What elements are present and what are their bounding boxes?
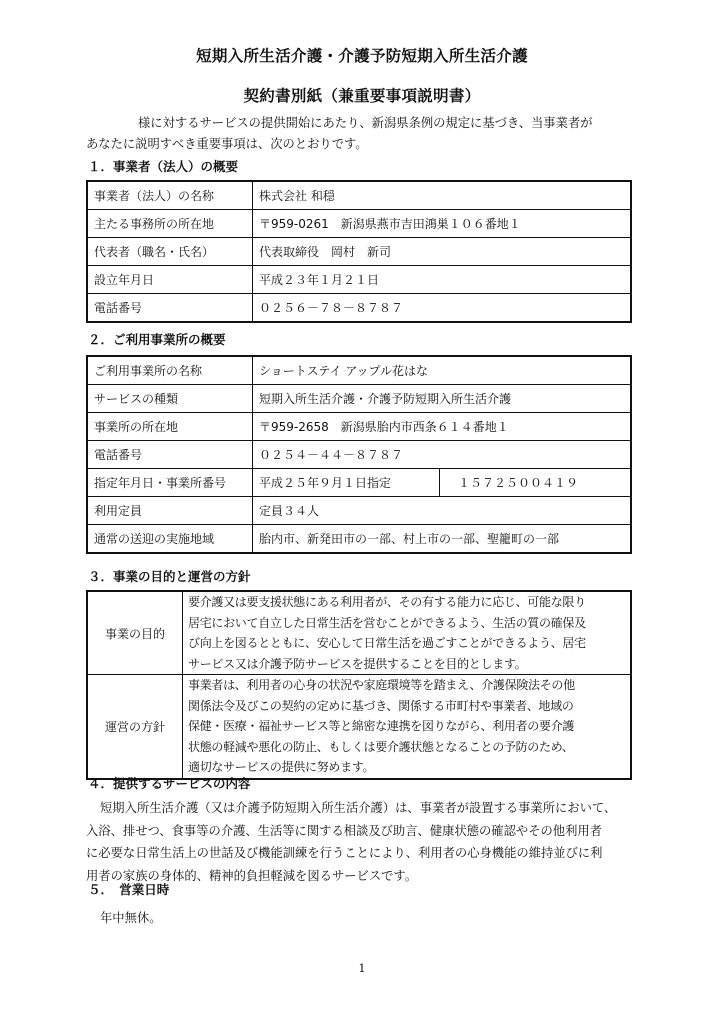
row-value: ショートステイ アップル花はな [253, 356, 632, 385]
intro-line: あなたに説明すべき重要事項は、次のとおりです。 [86, 137, 368, 151]
row-value: 代表取締役 岡村 新司 [253, 238, 632, 266]
facility-overview-table [86, 355, 632, 554]
table-row [87, 591, 631, 675]
text-line: 要介護又は要支援状態にある利用者が、その有する能力に応じ、可能な限り [188, 595, 586, 609]
table-row [87, 294, 631, 323]
section5-heading: ５． 営業日時 [88, 882, 170, 897]
row-label: 主たる事務所の所在地 [87, 210, 253, 238]
intro-paragraph [86, 113, 642, 155]
row-label: 通常の送迎の実施地域 [87, 525, 253, 554]
row-label: 指定年月日・事業所番号 [87, 469, 253, 497]
row-label: ご利用事業所の名称 [87, 356, 253, 385]
purpose-label: 事業の目的 [87, 591, 183, 675]
row-value: ０２５４－４４－８７８７ [253, 441, 632, 469]
section2-heading: ２．ご利用事業所の概要 [88, 332, 226, 347]
policy-text [183, 675, 632, 779]
table-row [87, 675, 631, 779]
table-row [87, 497, 631, 525]
row-value: ０２５６－７８－８７８７ [253, 294, 632, 323]
text-line: 用者の家族の身体的、精神的負担軽減を図るサービスです。 [86, 868, 418, 883]
table-row [87, 413, 631, 441]
purpose-policy-table [86, 590, 632, 780]
row-value: 〒959-2658 新潟県胎内市西条６１４番地１ [253, 413, 632, 441]
text-line: 状態の軽減や悪化の防止、もしくは要介護状態となることの予防のため、 [188, 739, 574, 754]
table-row [87, 210, 631, 238]
text-line: び向上を図るとともに、安心して日常生活を過ごすことができるよう、居宅 [188, 636, 586, 650]
policy-label: 運営の方針 [87, 675, 183, 779]
text-line: に必要な日常生活上の世話及び機能訓練を行うことにより、利用者の心身機能の維持並びに利 [86, 846, 603, 860]
row-value: 株式会社 和穏 [253, 181, 632, 210]
text-line: 事業者は、利用者の心身の状況や家庭環境等を踏まえ、介護保険法その他 [188, 678, 575, 692]
text-line: 保健・医療・福祉サービス等と綿密な連携を図りながら、利用者の要介護 [188, 719, 575, 733]
row-label: サービスの種類 [87, 385, 253, 413]
table-row [87, 356, 631, 385]
row-label: 事業者（法人）の名称 [87, 181, 253, 210]
row-label: 設立年月日 [87, 266, 253, 294]
text-line: 居宅において自立した日常生活を営むことができるよう、生活の質の確保及 [188, 615, 586, 630]
table-row [87, 266, 631, 294]
service-description [86, 797, 642, 887]
table-row [87, 385, 631, 413]
row-value: 胎内市、新発田市の一部、村上市の一部、聖籠町の一部 [253, 525, 632, 554]
intro-line: 様に対するサービスの提供開始にあたり、新潟県条例の規定に基づき、当事業者が [138, 116, 593, 130]
table-row [87, 441, 631, 469]
row-value: 定員３４人 [253, 497, 632, 525]
text-line: 入浴、排せつ、食事等の介護、生活等に関する相談及び助言、健康状態の確認やその他利用者 [86, 823, 602, 838]
row-value: 〒959-0261 新潟県燕市吉田鴻巣１０６番地１ [253, 210, 632, 238]
table-row [87, 525, 631, 554]
table-row [87, 469, 631, 497]
section4-heading: ４．提供するサービスの内容 [88, 776, 251, 791]
row-value: 平成２５年９月１日指定 [253, 469, 440, 497]
table-row [87, 181, 631, 210]
facility-number: １５７２５００４１９ [440, 469, 632, 497]
company-overview-table [86, 180, 632, 323]
row-label: 利用定員 [87, 497, 253, 525]
text-line: 関係法令及びこの契約の定めに基づき、関係する市町村や事業者、地域の [188, 698, 574, 713]
section3-heading: ３．事業の目的と運営の方針 [88, 569, 251, 584]
document-title: 短期入所生活介護・介護予防短期入所生活介護 [196, 47, 528, 65]
text-line: サービス又は介護予防サービスを提供することを目的とします。 [188, 656, 527, 671]
row-label: 電話番号 [87, 441, 253, 469]
purpose-text [183, 591, 632, 675]
row-value: 短期入所生活介護・介護予防短期入所生活介護 [253, 385, 632, 413]
page-number: 1 [358, 962, 366, 975]
text-line: 適切なサービスの提供に努めます。 [188, 760, 375, 774]
text-line: 短期入所生活介護（又は介護予防短期入所生活介護）は、事業者が設置する事業所において、 [100, 801, 617, 815]
row-value: 平成２３年１月２１日 [253, 266, 632, 294]
business-days-text: 年中無休。 [100, 911, 162, 925]
table-row [87, 238, 631, 266]
row-label: 電話番号 [87, 294, 253, 323]
section1-heading: １．事業者（法人）の概要 [88, 159, 239, 174]
document-subtitle: 契約書別紙（兼重要事項説明書） [243, 87, 481, 105]
row-label: 事業所の所在地 [87, 413, 253, 441]
row-label: 代表者（職名・氏名） [87, 238, 253, 266]
